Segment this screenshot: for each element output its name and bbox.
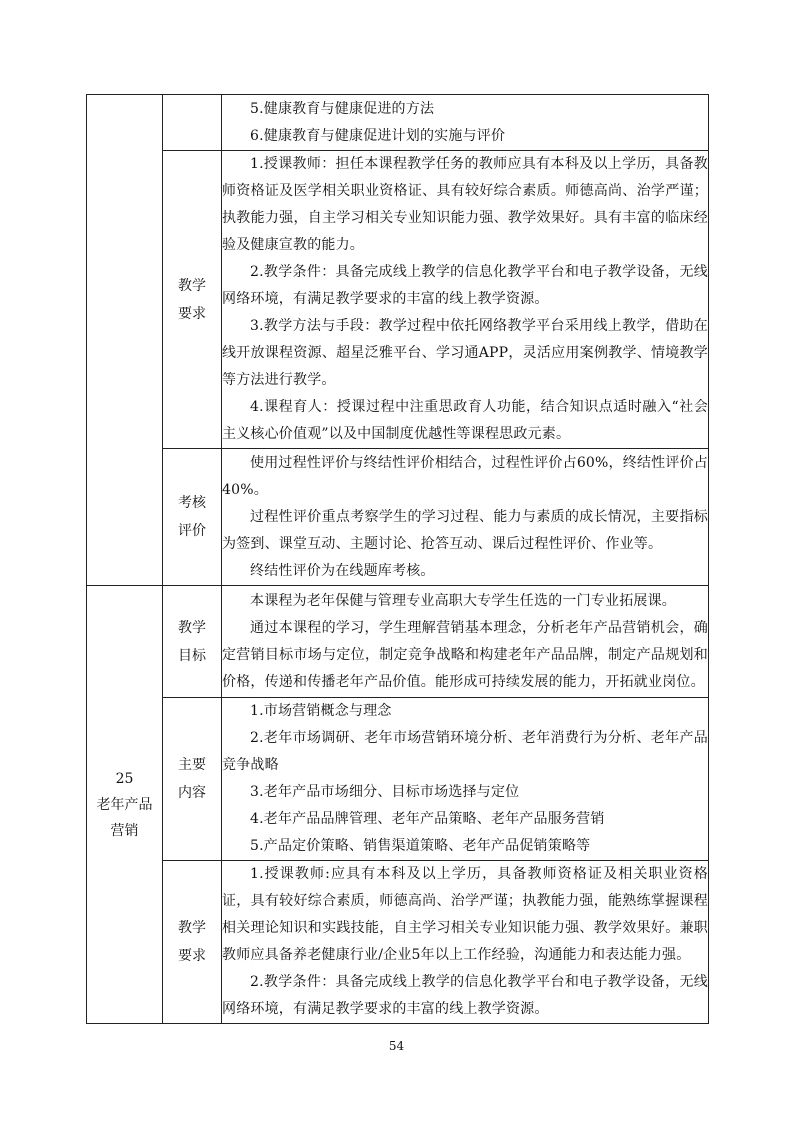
content-cell (222, 698, 709, 861)
table-row (87, 449, 709, 586)
list-item: 1.授课教师：担任本课程教学任务的教师应具有本科及以上学历，具备教师资格证及医学相关职业资格证、具有较好综合素质。师德高尚、治学严谨；执教能力强，自主学习相关专业知识能力强、教学效果好。具有丰富的临床经验及健康宣教的能力。 (222, 156, 708, 253)
content-cell (222, 95, 709, 151)
list-item: 4.老年产品品牌管理、老年产品策略、老年产品服务营销 (250, 811, 605, 827)
content-cell (222, 151, 709, 449)
list-item: 5.健康教育与健康促进的方法 (250, 100, 435, 117)
table-row (87, 586, 709, 698)
list-item: 使用过程性评价与终结性评价相结合，过程性评价占60%，终结性评价占40%。 (222, 454, 708, 498)
label-cell (163, 861, 222, 1024)
list-item: 4.课程育人：授课过程中注重思政育人功能，结合知识点适时融入“社会主义核心价值观”以及中国制度优越性等课程思政元素。 (222, 399, 708, 442)
list-item: 1.授课教师:应具有本科及以上学历，具备教师资格证及相关职业资格证，具有较好综合素质，师德高尚、治学严谨；执教能力强，能熟练掌握课程相关理论知识和实践技能，自主学习相关专业知识能力强、教学效果好。兼职教师应具备养老健康行业/企业5年以上工作经验，沟通能力和表达能力强。 (222, 866, 708, 963)
label-cell (163, 698, 222, 861)
row-label: 教学 目标 (178, 619, 206, 664)
list-item: 3.教学方法与手段：教学过程中依托网络教学平台采用线上教学，借助在线开放课程资源、超星泛雅平台、学习通APP，灵活应用案例教学、情境教学等方法进行教学。 (222, 318, 708, 388)
list-item: 2.教学条件：具备完成线上教学的信息化教学平台和电子教学设备，无线网络环境，有满足教学要求的丰富的线上教学资源。 (222, 974, 708, 1017)
row-label: 教学 要求 (178, 277, 206, 322)
list-item: 2.教学条件：具备完成线上教学的信息化教学平台和电子教学设备，无线网络环境，有满足教学要求的丰富的线上教学资源。 (222, 264, 708, 307)
row-label: 考核 评价 (178, 495, 206, 539)
list-item: 通过本课程的学习，学生理解营销基本理念，分析老年产品营销机会，确定营销目标市场与定位，制定竞争战略和构建老年产品品牌，制定产品规划和价格，传递和传播老年产品价值。能形成可持续发展的能力，开拓就业岗位。 (222, 619, 708, 690)
course-name-line: 老年产品 (96, 796, 153, 813)
row-label: 教学 要求 (178, 920, 206, 964)
course-cell-previous (87, 95, 163, 586)
list-item: 1.市场营销概念与理念 (250, 703, 392, 719)
content-cell (222, 861, 709, 1024)
course-table (86, 94, 709, 1024)
list-item: 终结性评价为在线题库考核。 (250, 562, 435, 579)
list-item: 过程性评价重点考察学生的学习过程、能力与素质的成长情况，主要指标为签到、课堂互动、主题讨论、抢答互动、课后过程性评价、作业等。 (222, 508, 708, 552)
list-item: 3.老年产品市场细分、目标市场选择与定位 (250, 784, 520, 800)
content-cell (222, 586, 709, 698)
content-cell (222, 449, 709, 586)
list-item: 5.产品定价策略、销售渠道策略、老年产品促销策略等 (250, 838, 591, 854)
label-cell (163, 449, 222, 586)
course-number: 25 (115, 770, 134, 787)
label-cell (163, 151, 222, 449)
table-row (87, 861, 709, 1024)
course-name-line: 营销 (110, 822, 139, 839)
list-item: 6.健康教育与健康促进计划的实施与评价 (250, 127, 506, 144)
table-row (87, 698, 709, 861)
list-item: 2.老年市场调研、老年市场营销环境分析、老年消费行为分析、老年产品竞争战略 (222, 730, 708, 773)
table-row (87, 151, 709, 449)
table-row (87, 95, 709, 151)
label-cell-empty (163, 95, 222, 151)
row-label: 主要 内容 (178, 757, 206, 801)
course-cell (87, 586, 163, 1024)
list-item: 本课程为老年保健与管理专业高职大专学生任选的一门专业拓展课。 (250, 592, 676, 609)
page-number: 54 (388, 1039, 405, 1053)
label-cell (163, 586, 222, 698)
